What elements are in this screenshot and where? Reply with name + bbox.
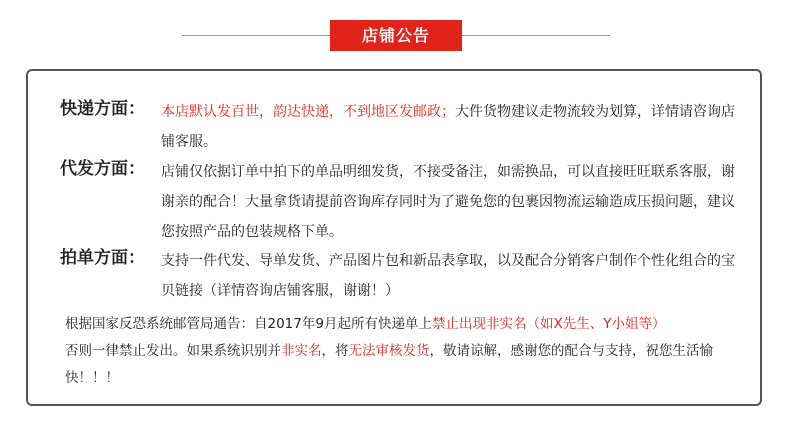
notice-title-badge: 店铺公告 <box>330 20 462 51</box>
anti-terror-notice <box>65 311 745 392</box>
notice-text: ，将 <box>321 343 349 359</box>
notice-highlight: 无法审核发货 <box>348 343 430 359</box>
notice-highlight: 禁止出现非实名（如X先生、Y小姐等） <box>431 316 666 332</box>
section-label: 拍单方面： <box>60 248 145 268</box>
section-label: 代发方面： <box>60 159 145 179</box>
body-text: 大件货物建议走物流较为划算，详情请咨询店铺客服。 <box>161 104 735 150</box>
section-body: 店铺仅依据订单中拍下的单品明细发货，不接受备注，如需换品，可以直接旺旺联系客服，谢谢亲的配合！大量拿货请提前咨询库存同时为了避免您的包裹因物流运输造成压损问题，建议您按照产品的包装规格下单。 <box>161 164 735 240</box>
header-rule-left <box>182 35 330 36</box>
notice-text: 否则一律禁止发出。如果系统识别并 <box>65 343 281 359</box>
section-body: 支持一件代发、导单发货、产品图片包和新品表拿取，以及配合分销客户制作个性化组合的宝贝链接（详情咨询店铺客服，谢谢！） <box>161 253 735 299</box>
highlight-text: 本店默认发百世，韵达快递，不到地区发邮政； <box>161 104 455 120</box>
notice-panel <box>26 69 762 406</box>
notice-text: 根据国家反恐系统邮管局通告：自2017年9月起所有快递单上 <box>65 316 432 332</box>
notice-highlight: 非实名 <box>281 343 322 359</box>
section-body <box>161 97 746 157</box>
section-label: 快递方面： <box>60 99 145 119</box>
notice-text: ，敬请谅解，感谢您的配合与支持，祝您生活愉快！！！ <box>65 343 713 386</box>
header-rule-right <box>462 35 610 36</box>
